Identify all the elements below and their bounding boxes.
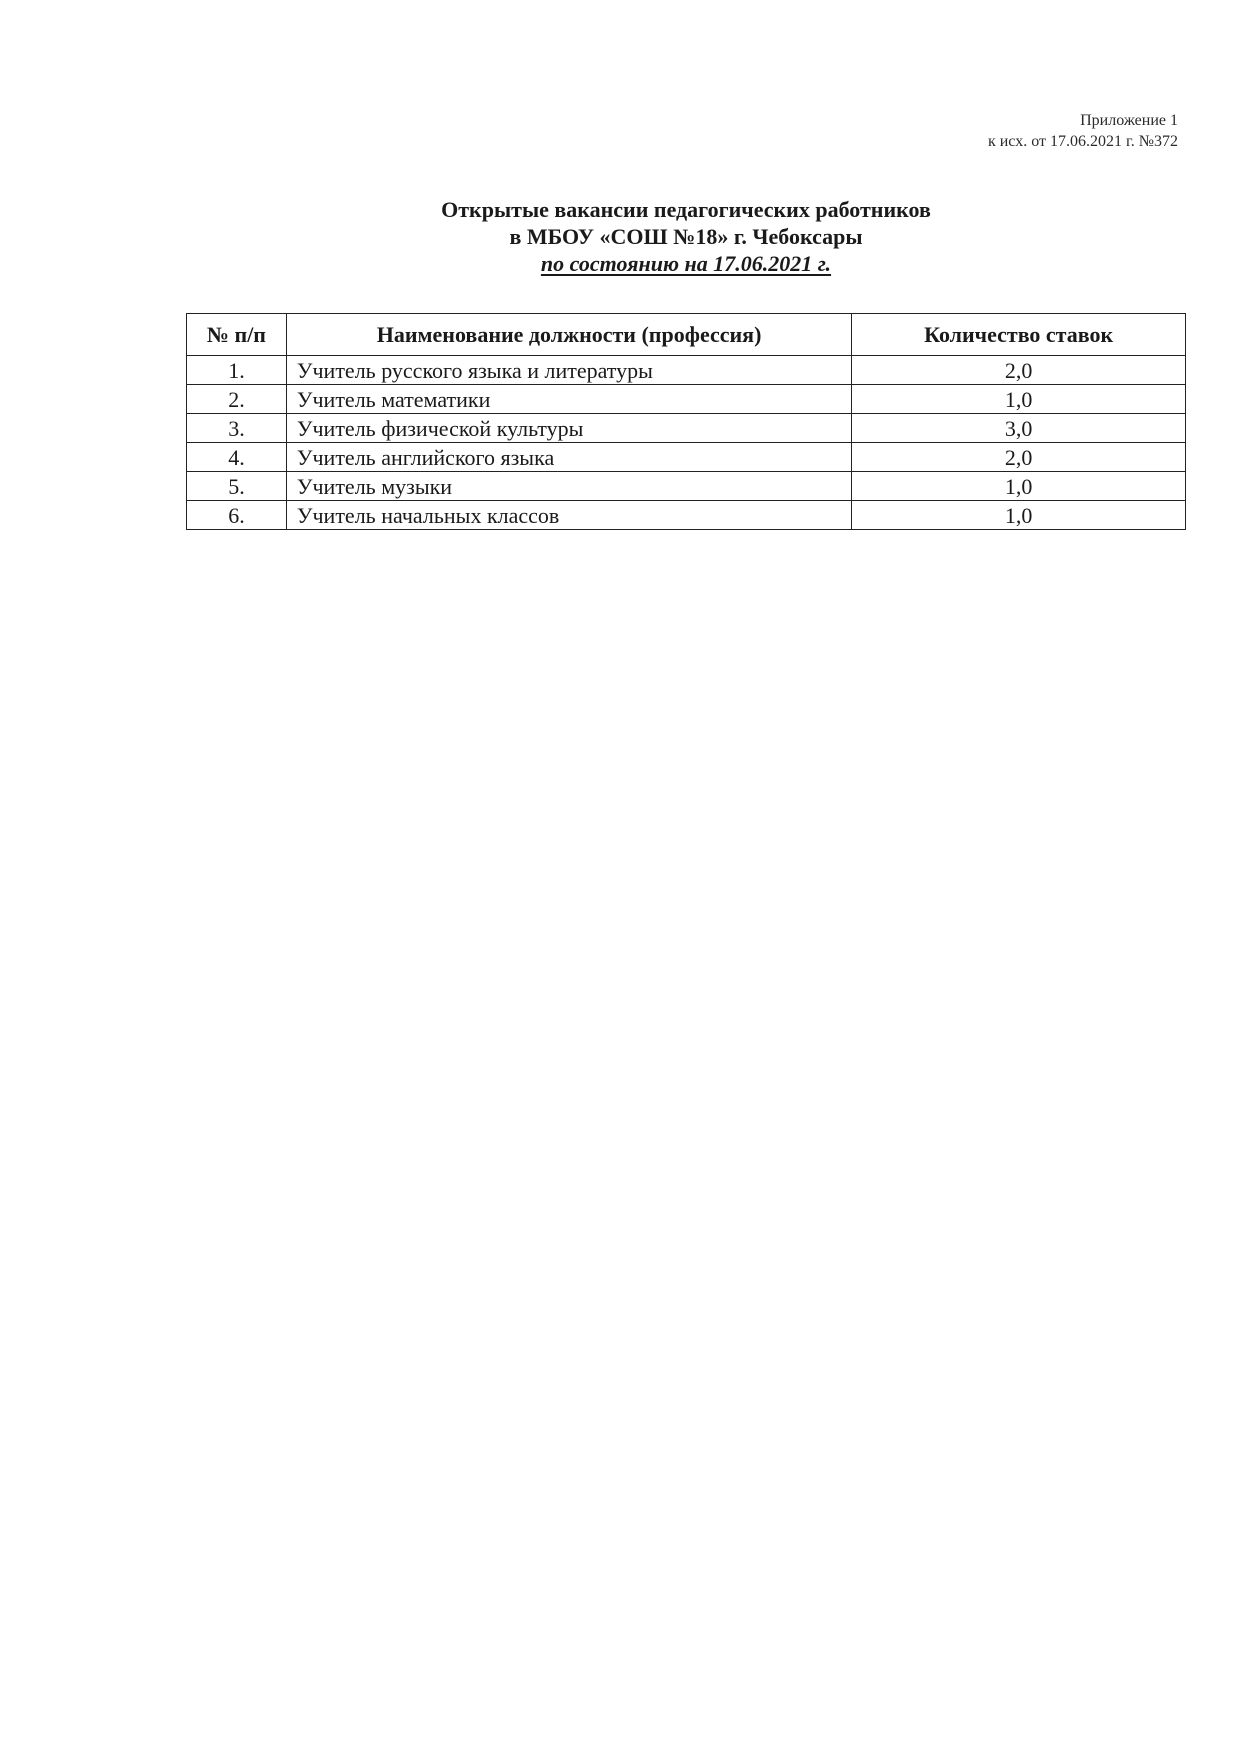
row-number: 2. xyxy=(187,385,287,414)
row-number: 3. xyxy=(187,414,287,443)
row-rate: 3,0 xyxy=(852,414,1186,443)
title-date-line: по состоянию на 17.06.2021 г. xyxy=(540,251,832,276)
row-number: 1. xyxy=(187,356,287,385)
row-position: Учитель математики xyxy=(286,385,851,414)
table-row xyxy=(187,414,1186,443)
row-rate: 1,0 xyxy=(852,472,1186,501)
row-position: Учитель русского языка и литературы xyxy=(286,356,851,385)
table-header-row xyxy=(187,314,1186,356)
title-line-1: Открытые вакансии педагогических работников xyxy=(441,197,931,222)
row-rate: 1,0 xyxy=(852,501,1186,530)
header-rate-count: Количество ставок xyxy=(852,314,1186,356)
appendix-note xyxy=(988,110,1178,152)
row-position: Учитель английского языка xyxy=(286,443,851,472)
appendix-line: Приложение 1 xyxy=(1080,112,1178,129)
header-number: № п/п xyxy=(187,314,287,356)
row-position: Учитель физической культуры xyxy=(286,414,851,443)
row-rate: 1,0 xyxy=(852,385,1186,414)
row-number: 6. xyxy=(187,501,287,530)
row-rate: 2,0 xyxy=(852,356,1186,385)
row-number: 5. xyxy=(187,472,287,501)
row-rate: 2,0 xyxy=(852,443,1186,472)
header-position: Наименование должности (профессия) xyxy=(286,314,851,356)
document-title xyxy=(186,196,1186,277)
vacancies-table xyxy=(186,313,1186,530)
table-row xyxy=(187,501,1186,530)
table-row xyxy=(187,443,1186,472)
table-row xyxy=(187,472,1186,501)
title-line-2: в МБОУ «СОШ №18» г. Чебоксары xyxy=(509,224,863,249)
table-row xyxy=(187,356,1186,385)
row-position: Учитель начальных классов xyxy=(286,501,851,530)
appendix-reference: к исх. от 17.06.2021 г. №372 xyxy=(987,133,1178,150)
row-number: 4. xyxy=(187,443,287,472)
table-row xyxy=(187,385,1186,414)
row-position: Учитель музыки xyxy=(286,472,851,501)
